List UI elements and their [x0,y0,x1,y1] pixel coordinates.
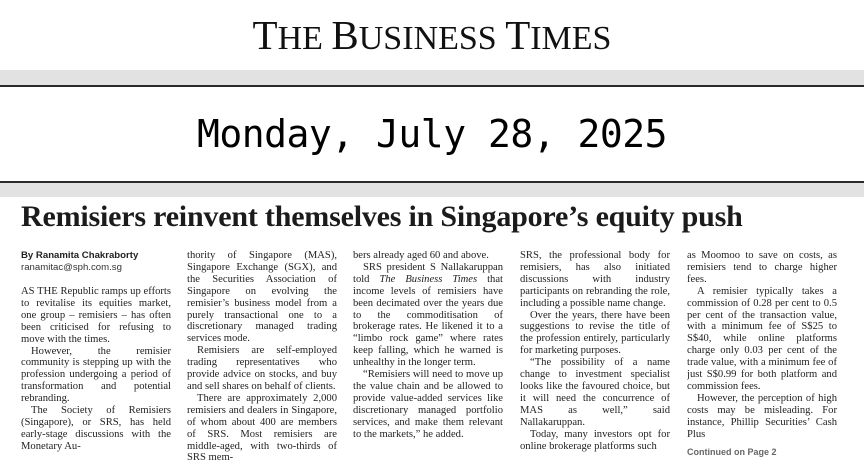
article-column-3 [353,250,503,462]
paragraph: thority of Singapore (MAS), Singapore Exchange (SGX), and the Securities Association of Singapore on evolving the remisier’s business model from a purely transactional one to a discretionary managed trading services mode. [187,250,337,345]
paragraph: as Moomoo to save on costs, as remisiers tend to charge higher fees. [687,250,837,285]
article-headline: Remisiers reinvent themselves in Singapore’s equity push [21,200,743,233]
paragraph: A remisier typically takes a commission of 0.28 per cent to 0.5 per cent of the transaction value, with a minimum fee of S$25 to S$40, while online platforms charge only 0.03 per cent of the trade value, with a minimum fee of just S$0.99 for both platform and commission fees. [687,285,837,392]
paragraph: However, the remisier community is stepping up with the profession undergoing a period of transformation and potential rebranding. [21,345,171,405]
publication-name: The Business Times [379,273,478,285]
paragraph: “Remisiers will need to move up the value chain and be allowed to provide value-added services like discretionary managed portfolio services, and make them relevant to the markets,” he added. [353,369,503,440]
byline: By Ranamita Chakraborty [21,250,139,261]
paragraph: “The possibility of a name change to investment specialist looks like the favoured choice, but it will need the concurrence of MAS as well,” said Nallakaruppan. [520,357,670,428]
article-column-2 [187,250,337,462]
paragraph: SRS president S Nallakaruppan told The Business Times that income levels of remisiers have been decimated over the years due to the commoditisation of brokerage rates. He likened it to a “limbo rock game” where rates keep falling, which he warned is unhealthy in the longer term. [353,261,503,369]
masthead-title: THE BUSINESS TIMES [252,12,612,58]
paragraph: Over the years, there have been suggestions to revise the title of the profession entirely, particularly for marketing purposes. [520,309,670,357]
paragraph: However, the perception of high costs may be misleading. For instance, Phillip Securities’ Cash Plus [687,392,837,440]
masthead [0,0,864,70]
paragraph: Today, many investors opt for online brokerage platforms such [520,428,670,452]
paragraph: There are approximately 2,000 remisiers and dealers in Singapore, of whom about 400 are members of SRS. Most remisiers are middle-aged, with two-thirds of SRS mem- [187,392,337,462]
article-column-5 [687,250,837,462]
date-banner [0,87,864,181]
article-column-4 [520,250,670,462]
author-email: ranamitac@sph.com.sg [21,262,122,273]
section-band [0,183,864,197]
paragraph: Remisiers are self-employed trading representatives who provide advice on stocks, and buy and sell shares on behalf of clients. [187,345,337,392]
paragraph: bers already aged 60 and above. [353,250,489,261]
paragraph: SRS, the professional body for remisiers, has also initiated discussions with industry participants on rebranding the role, including a possible name change. [520,250,670,309]
paragraph: The Society of Remisiers (Singapore), or SRS, has held early-stage discussions with the Monetary Au- [21,405,171,452]
article-column-1 [21,250,171,462]
paragraph: AS THE Republic ramps up efforts to revitalise its equities market, one group – remisiers – has often been criticised for refusing to move with the times. [21,286,171,345]
date-text: Monday, July 28, 2025 [197,112,667,156]
continued-link[interactable]: Continued on Page 2 [687,446,777,457]
